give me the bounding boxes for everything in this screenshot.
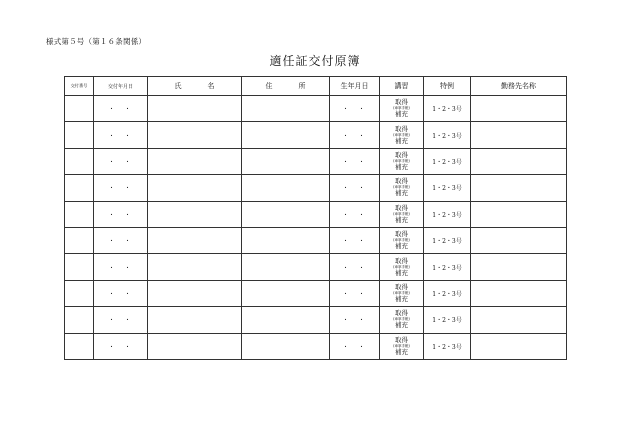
- cell-birth-date[interactable]: ・ ・: [330, 96, 380, 122]
- cell-address[interactable]: [242, 307, 330, 333]
- cell-special[interactable]: 1・2・3号: [424, 307, 471, 333]
- course-supplement-label: 補充: [395, 294, 408, 303]
- cell-employer[interactable]: [471, 280, 567, 306]
- header-name-part2: 名: [207, 82, 215, 90]
- cell-address[interactable]: [242, 122, 330, 148]
- cell-issue-date[interactable]: ・ ・: [94, 254, 148, 280]
- cell-course[interactable]: [380, 96, 424, 122]
- cell-name[interactable]: [148, 280, 242, 306]
- cell-issue-no[interactable]: [65, 227, 94, 253]
- cell-address[interactable]: [242, 254, 330, 280]
- course-note-label: (車掌手帳): [393, 264, 410, 269]
- course-acquire-label: 取得: [395, 124, 408, 133]
- header-row: [65, 77, 567, 96]
- cell-address[interactable]: [242, 333, 330, 359]
- cell-birth-date[interactable]: ・ ・: [330, 307, 380, 333]
- cell-address[interactable]: [242, 96, 330, 122]
- page-title: 適任証交付原簿: [269, 54, 361, 68]
- course-acquire-label: 取得: [395, 282, 408, 291]
- cell-employer[interactable]: [471, 227, 567, 253]
- course-supplement-label: 補充: [395, 268, 408, 277]
- table-row: [65, 333, 567, 359]
- cell-name[interactable]: [148, 122, 242, 148]
- cell-issue-date[interactable]: ・ ・: [94, 227, 148, 253]
- cell-birth-date[interactable]: ・ ・: [330, 227, 380, 253]
- course-acquire-label: 取得: [395, 230, 408, 239]
- cell-issue-no[interactable]: [65, 201, 94, 227]
- header-issue-no: 交付番号: [65, 77, 94, 96]
- cell-name[interactable]: [148, 175, 242, 201]
- cell-birth-date[interactable]: ・ ・: [330, 201, 380, 227]
- form-number: 様式第５号（第１６条関係）: [46, 37, 147, 46]
- cell-special[interactable]: 1・2・3号: [424, 333, 471, 359]
- cell-issue-no[interactable]: [65, 148, 94, 174]
- cell-address[interactable]: [242, 280, 330, 306]
- course-note-label: (車掌手帳): [393, 343, 410, 348]
- cell-course[interactable]: [380, 254, 424, 280]
- cell-course[interactable]: [380, 227, 424, 253]
- cell-course[interactable]: [380, 201, 424, 227]
- table-row: [65, 148, 567, 174]
- cell-name[interactable]: [148, 254, 242, 280]
- cell-issue-no[interactable]: [65, 280, 94, 306]
- cell-issue-date[interactable]: ・ ・: [94, 175, 148, 201]
- header-address-part1: 住: [265, 82, 273, 90]
- header-address: [242, 77, 330, 96]
- header-course: 講習: [380, 77, 424, 96]
- course-acquire-label: 取得: [395, 98, 408, 107]
- cell-birth-date[interactable]: ・ ・: [330, 122, 380, 148]
- course-supplement-label: 補充: [395, 189, 408, 198]
- header-address-part2: 所: [298, 82, 306, 90]
- course-acquire-label: 取得: [395, 177, 408, 186]
- register-body: [65, 96, 567, 360]
- cell-special[interactable]: 1・2・3号: [424, 280, 471, 306]
- cell-address[interactable]: [242, 201, 330, 227]
- course-note-label: (車掌手帳): [393, 132, 410, 137]
- cell-issue-date[interactable]: ・ ・: [94, 96, 148, 122]
- table-row: [65, 201, 567, 227]
- cell-name[interactable]: [148, 227, 242, 253]
- course-acquire-label: 取得: [395, 203, 408, 212]
- course-note-label: (車掌手帳): [393, 158, 410, 163]
- table-row: [65, 96, 567, 122]
- table-row: [65, 280, 567, 306]
- cell-address[interactable]: [242, 227, 330, 253]
- header-name: [148, 77, 242, 96]
- cell-issue-no[interactable]: [65, 254, 94, 280]
- course-acquire-label: 取得: [395, 150, 408, 159]
- cell-name[interactable]: [148, 96, 242, 122]
- cell-employer[interactable]: [471, 148, 567, 174]
- cell-employer[interactable]: [471, 201, 567, 227]
- cell-course[interactable]: [380, 280, 424, 306]
- course-note-label: (車掌手帳): [393, 238, 410, 243]
- cell-issue-date[interactable]: ・ ・: [94, 307, 148, 333]
- table-row: [65, 307, 567, 333]
- cell-special[interactable]: 1・2・3号: [424, 122, 471, 148]
- header-special: 特例: [424, 77, 471, 96]
- cell-special[interactable]: 1・2・3号: [424, 254, 471, 280]
- cell-employer[interactable]: [471, 175, 567, 201]
- course-note-label: (車掌手帳): [393, 290, 410, 295]
- cell-issue-no[interactable]: [65, 96, 94, 122]
- cell-employer[interactable]: [471, 96, 567, 122]
- cell-name[interactable]: [148, 333, 242, 359]
- cell-employer[interactable]: [471, 333, 567, 359]
- cell-issue-date[interactable]: ・ ・: [94, 122, 148, 148]
- course-supplement-label: 補充: [395, 136, 408, 145]
- cell-special[interactable]: 1・2・3号: [424, 175, 471, 201]
- cell-course[interactable]: [380, 307, 424, 333]
- cell-course[interactable]: [380, 122, 424, 148]
- cell-birth-date[interactable]: ・ ・: [330, 254, 380, 280]
- header-birth-date: 生年月日: [330, 77, 380, 96]
- cell-special[interactable]: 1・2・3号: [424, 148, 471, 174]
- course-acquire-label: 取得: [395, 335, 408, 344]
- cell-course[interactable]: [380, 333, 424, 359]
- course-note-label: (車掌手帳): [393, 317, 410, 322]
- cell-issue-date[interactable]: ・ ・: [94, 201, 148, 227]
- cell-special[interactable]: 1・2・3号: [424, 227, 471, 253]
- cell-address[interactable]: [242, 175, 330, 201]
- table-row: [65, 122, 567, 148]
- cell-employer[interactable]: [471, 254, 567, 280]
- cell-issue-no[interactable]: [65, 333, 94, 359]
- course-supplement-label: 補充: [395, 162, 408, 171]
- cell-course[interactable]: [380, 175, 424, 201]
- table-row: [65, 254, 567, 280]
- cell-issue-date[interactable]: ・ ・: [94, 280, 148, 306]
- cell-issue-date[interactable]: ・ ・: [94, 333, 148, 359]
- course-note-label: (車掌手帳): [393, 211, 410, 216]
- table-row: [65, 175, 567, 201]
- cell-special[interactable]: 1・2・3号: [424, 201, 471, 227]
- cell-birth-date[interactable]: ・ ・: [330, 333, 380, 359]
- course-supplement-label: 補充: [395, 347, 408, 356]
- cell-birth-date[interactable]: ・ ・: [330, 148, 380, 174]
- cell-course[interactable]: [380, 148, 424, 174]
- cell-issue-date[interactable]: ・ ・: [94, 148, 148, 174]
- course-note-label: (車掌手帳): [393, 185, 410, 190]
- course-acquire-label: 取得: [395, 309, 408, 318]
- header-issue-date: 交付年月日: [94, 77, 148, 96]
- course-supplement-label: 補充: [395, 110, 408, 119]
- cell-address[interactable]: [242, 148, 330, 174]
- header-employer: 勤務先名称: [471, 77, 567, 96]
- header-name-part1: 氏: [174, 82, 182, 90]
- register-table: [64, 76, 567, 360]
- cell-birth-date[interactable]: ・ ・: [330, 175, 380, 201]
- cell-name[interactable]: [148, 148, 242, 174]
- cell-issue-no[interactable]: [65, 122, 94, 148]
- course-acquire-label: 取得: [395, 256, 408, 265]
- course-supplement-label: 補充: [395, 215, 408, 224]
- course-note-label: (車掌手帳): [393, 106, 410, 111]
- cell-employer[interactable]: [471, 122, 567, 148]
- cell-birth-date[interactable]: ・ ・: [330, 280, 380, 306]
- cell-special[interactable]: 1・2・3号: [424, 96, 471, 122]
- cell-employer[interactable]: [471, 307, 567, 333]
- course-supplement-label: 補充: [395, 321, 408, 330]
- cell-name[interactable]: [148, 201, 242, 227]
- table-row: [65, 227, 567, 253]
- cell-issue-no[interactable]: [65, 307, 94, 333]
- cell-issue-no[interactable]: [65, 175, 94, 201]
- course-supplement-label: 補充: [395, 242, 408, 251]
- cell-name[interactable]: [148, 307, 242, 333]
